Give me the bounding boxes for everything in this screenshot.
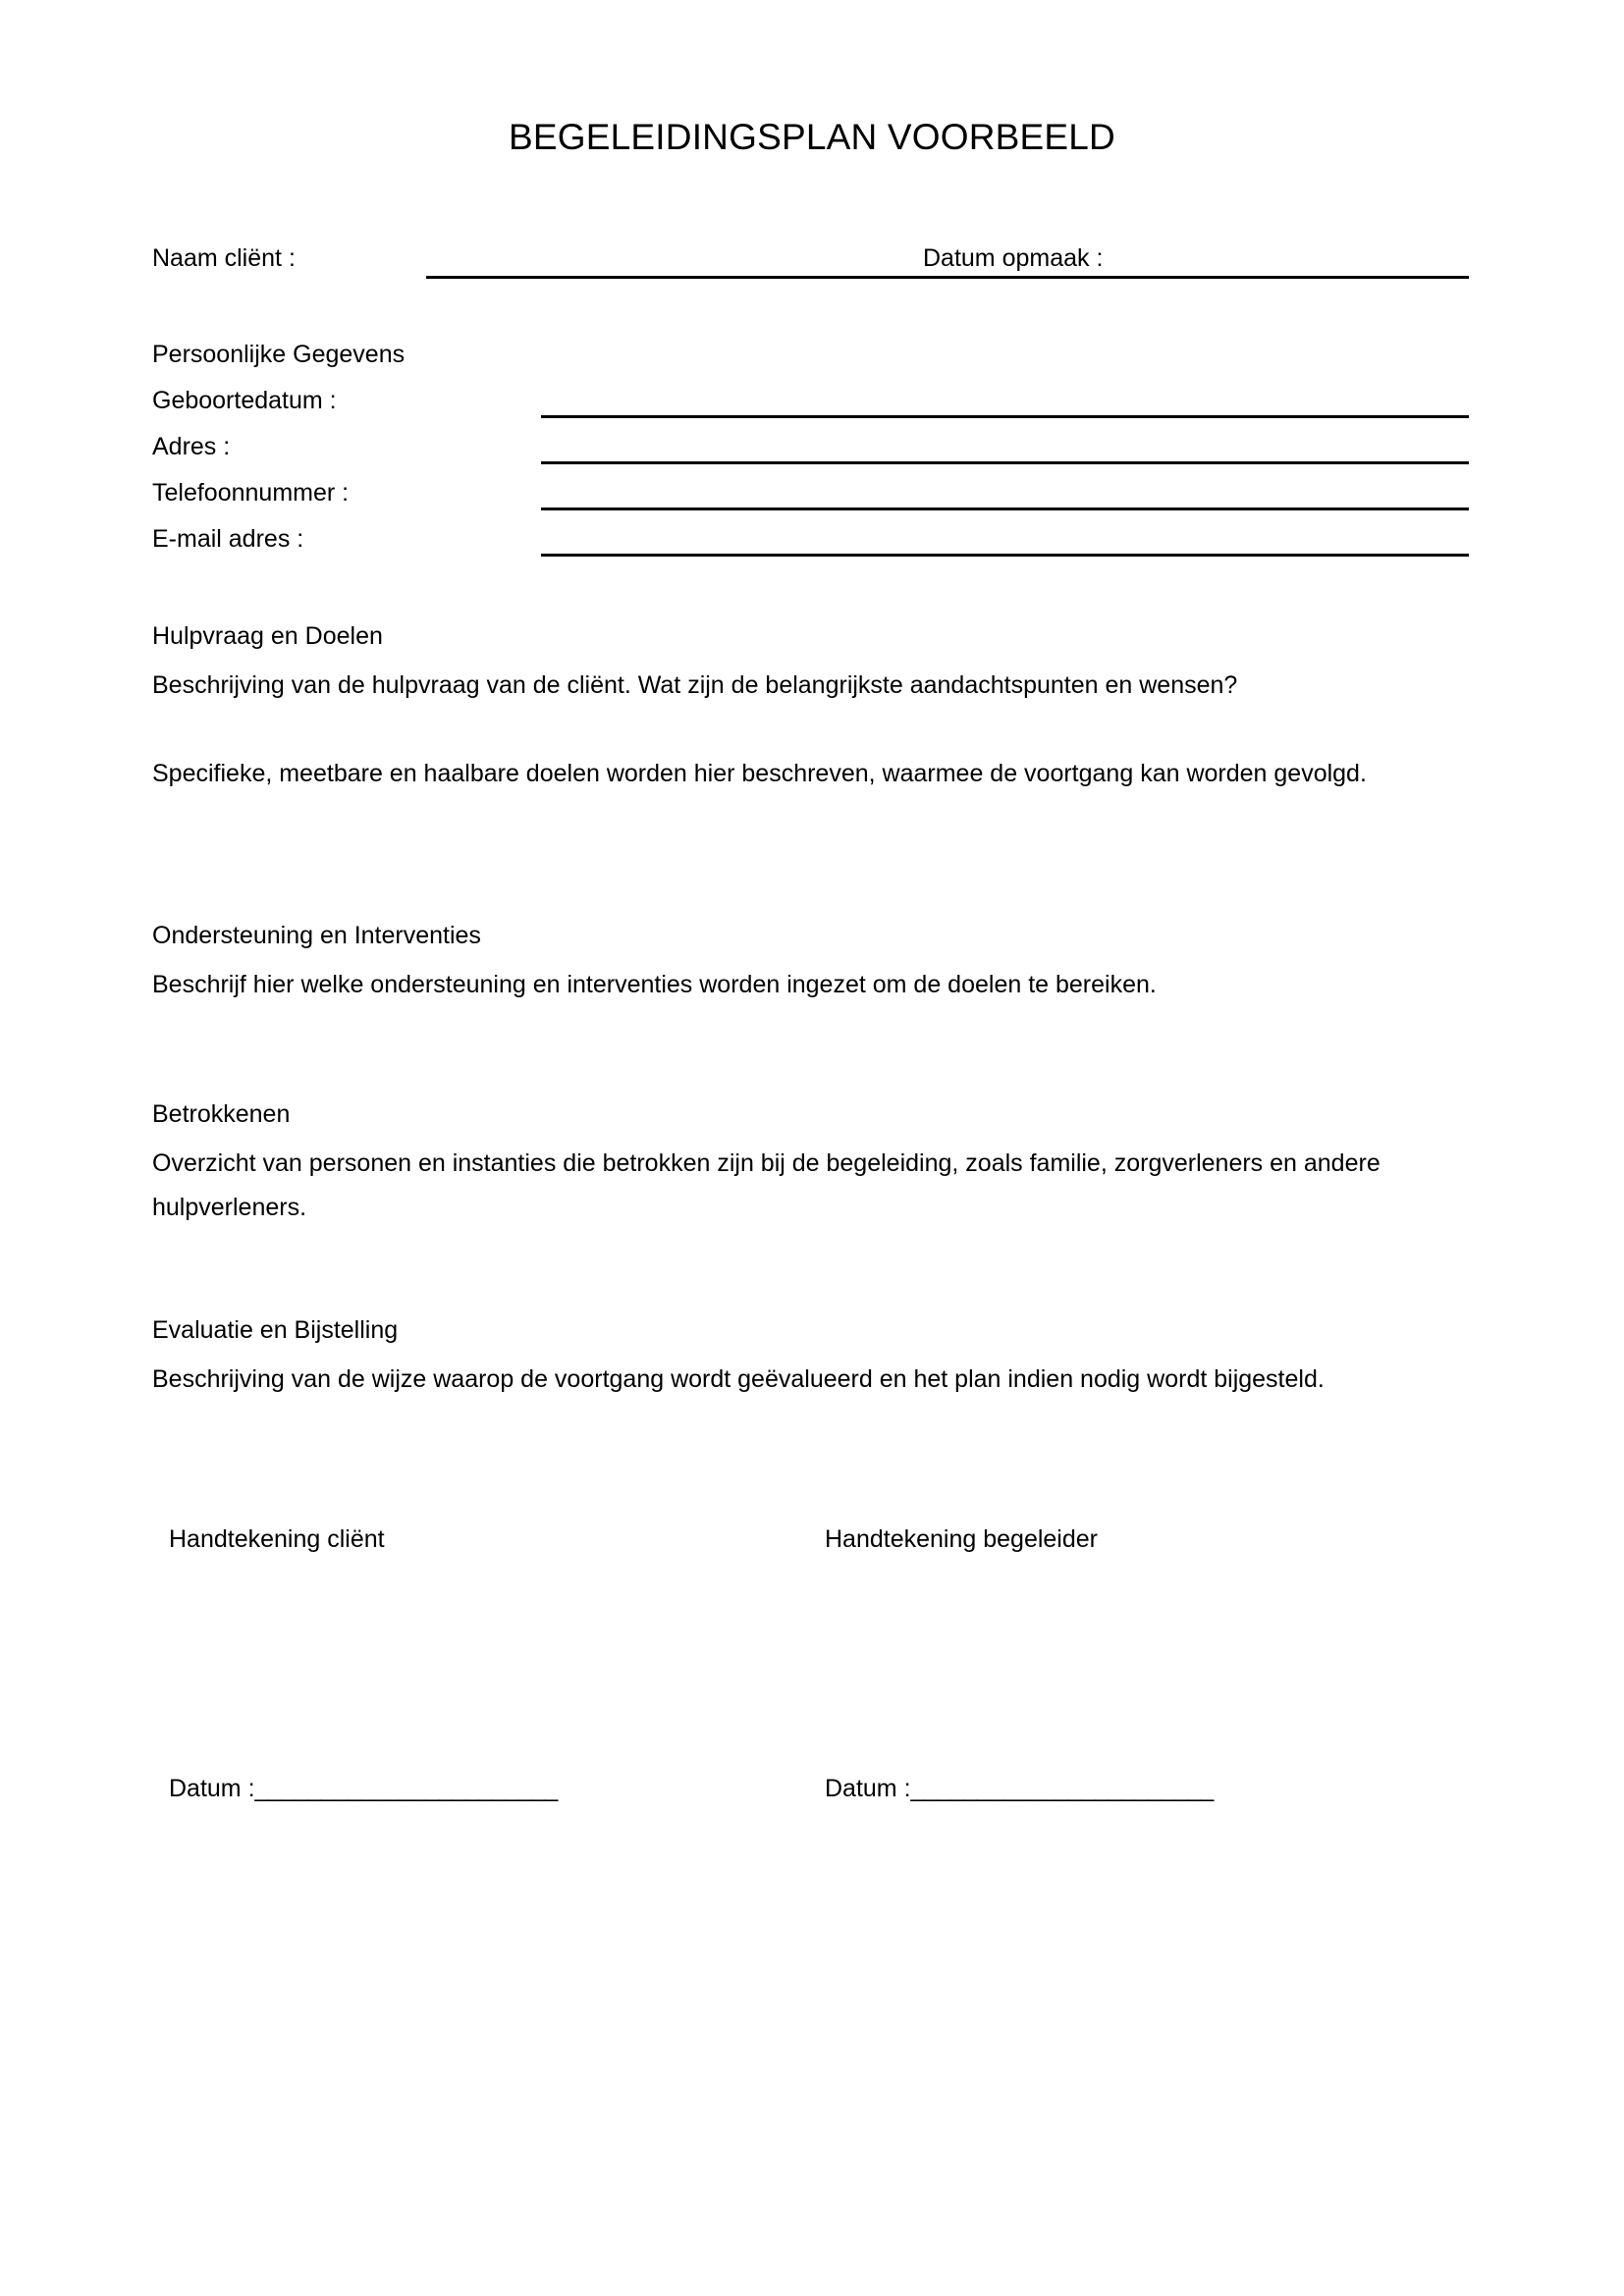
creation-date-label: Datum opmaak : (923, 244, 1104, 272)
client-date-fill[interactable]: _______________________ (254, 1775, 558, 1802)
client-signature-area[interactable] (169, 1561, 719, 1728)
counsellor-date-label: Datum : (825, 1775, 911, 1802)
phone-label: Telefoonnummer : (152, 479, 350, 507)
section-body-betrokkenen-1: Overzicht van personen en instanties die betrokken zijn bij de begeleiding, zoals familie, zorgverleners en andere hulpverleners. (152, 1149, 1380, 1221)
section-heading-evaluatie-en-bijstelling: Evaluatie en Bijstelling (152, 1316, 399, 1344)
counsellor-date-line (825, 1772, 1214, 1805)
counsellor-signature-label: Handtekening begeleider (825, 1525, 1098, 1553)
client-date-label: Datum : (169, 1775, 255, 1802)
section-body-evaluatie-1: Beschrijving van de wijze waarop de voortgang wordt geëvalueerd en het plan indien nodig wordt bijgesteld. (152, 1365, 1325, 1393)
personal-details-heading: Persoonlijke Gegevens (152, 341, 406, 368)
client-signature-label: Handtekening cliënt (169, 1525, 385, 1553)
address-underline (541, 461, 1469, 464)
address-label: Adres : (152, 433, 231, 460)
client-date-line (169, 1772, 558, 1805)
birthdate-underline (541, 415, 1469, 418)
section-body-ondersteuning-1: Beschrijf hier welke ondersteuning en interventies worden ingezet om de doelen te bereiken. (152, 971, 1157, 998)
phone-underline (541, 507, 1469, 510)
section-heading-ondersteuning-en-interventies: Ondersteuning en Interventies (152, 922, 481, 949)
header-underline (426, 276, 1469, 279)
section-body-hulpvraag-2: Specifieke, meetbare en haalbare doelen worden hier beschreven, waarmee de voortgang kan worden gevolgd. (152, 760, 1367, 787)
counsellor-signature-area[interactable] (825, 1561, 1375, 1728)
counsellor-date-fill[interactable]: _______________________ (910, 1775, 1214, 1802)
section-heading-hulpvraag-en-doelen: Hulpvraag en Doelen (152, 622, 383, 650)
birthdate-label: Geboortedatum : (152, 387, 337, 414)
page-title: BEGELEIDINGSPLAN VOORBEELD (509, 117, 1115, 157)
section-body-hulpvraag-1: Beschrijving van de hulpvraag van de cliënt. Wat zijn de belangrijkste aandachtspunten en wensen? (152, 671, 1238, 699)
email-underline (541, 554, 1469, 557)
client-name-label: Naam cliënt : (152, 244, 296, 272)
section-heading-betrokkenen: Betrokkenen (152, 1100, 291, 1128)
email-label: E-mail adres : (152, 525, 304, 553)
